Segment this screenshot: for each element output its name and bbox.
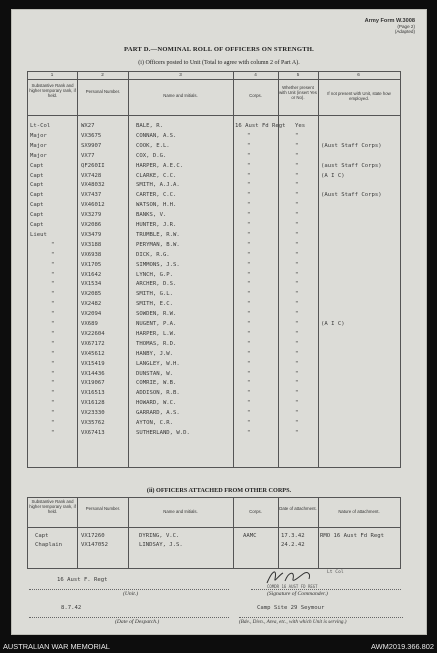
row-number: VX7437 bbox=[81, 192, 102, 199]
form-number: Army Form W.3008 bbox=[364, 18, 415, 24]
row-corps: " bbox=[247, 222, 251, 228]
row-rank: " bbox=[51, 390, 55, 397]
row-present: " bbox=[295, 291, 299, 298]
row-corps: " bbox=[247, 321, 251, 327]
col-num-4: 4 bbox=[254, 72, 257, 77]
row-number: VX19067 bbox=[81, 380, 105, 387]
row-corps: 16 Aust Fd Regt bbox=[235, 123, 286, 129]
row-name: HARPER, L.W. bbox=[136, 330, 177, 337]
row-name: SUTHERLAND, W.D. bbox=[136, 429, 190, 436]
s2-head-date: Date of attachment. bbox=[279, 506, 317, 511]
row-corps: " bbox=[247, 281, 251, 288]
row-name: WATSON, H.H. bbox=[136, 202, 177, 209]
row-present: " bbox=[295, 429, 299, 436]
row-rank: " bbox=[51, 271, 55, 278]
row-name: THOMAS, R.D. bbox=[136, 340, 177, 347]
row-corps: " bbox=[247, 390, 251, 397]
row-corps: " bbox=[247, 410, 251, 417]
row-rank: " bbox=[51, 350, 55, 357]
row-number: VX3479 bbox=[81, 231, 102, 238]
row-present: " bbox=[295, 271, 299, 278]
row-present: " bbox=[295, 251, 299, 258]
row-note: (Aust Staff Corps) bbox=[321, 192, 382, 199]
row-name: CARTER, C.C. bbox=[136, 192, 177, 199]
row-name: HANBY, J.W. bbox=[136, 350, 174, 357]
row-name: CLARKE, C.C. bbox=[136, 172, 177, 179]
row-rank: " bbox=[51, 261, 55, 268]
row-rank: " bbox=[51, 291, 55, 298]
row-rank: " bbox=[51, 311, 55, 318]
row-number: WX27 bbox=[81, 123, 95, 129]
row-name: HOWARD, W.C. bbox=[136, 400, 177, 407]
col-head-present: Whether present with Unit (insert Yes or No). bbox=[279, 85, 317, 100]
row-corps: " bbox=[247, 350, 251, 357]
row-number: VX3188 bbox=[81, 241, 102, 248]
row-number: VX45612 bbox=[81, 350, 105, 357]
unit-label: (Unit.) bbox=[123, 591, 139, 597]
row-present: " bbox=[295, 370, 299, 377]
s2-head-rank: Substantive Rank and higher temporary rank, if held. bbox=[29, 499, 76, 514]
row-name: SMITH, A.J.A. bbox=[136, 182, 180, 189]
row-number: VX67413 bbox=[81, 429, 105, 436]
row-name: SIMMONS, J.S. bbox=[136, 261, 180, 268]
row-name: COX, D.G. bbox=[136, 152, 167, 159]
row-corps: " bbox=[247, 271, 251, 278]
row-rank: " bbox=[51, 321, 55, 327]
row-corps: " bbox=[247, 291, 251, 298]
row-number: VX1642 bbox=[81, 271, 102, 278]
row-corps: " bbox=[247, 330, 251, 337]
s2-head-number: Personal Number. bbox=[85, 506, 121, 511]
row-corps: " bbox=[247, 182, 251, 189]
row-present: " bbox=[295, 311, 299, 318]
row-name: BALE, R. bbox=[136, 123, 163, 129]
row-present: " bbox=[295, 301, 299, 308]
row-corps: " bbox=[247, 429, 251, 436]
row-number: VX2482 bbox=[81, 301, 102, 308]
row-present: " bbox=[295, 231, 299, 238]
row-number: VX22604 bbox=[81, 330, 105, 337]
row-number: VX2086 bbox=[81, 222, 102, 228]
row-rank: Major bbox=[30, 132, 47, 139]
att-number: VX17260 bbox=[81, 533, 105, 539]
row-corps: " bbox=[247, 172, 251, 179]
form-page: (Page 2) bbox=[397, 24, 415, 29]
row-number: VX46012 bbox=[81, 202, 105, 209]
att-number: VX147052 bbox=[81, 542, 108, 548]
row-name: COMRIE, W.B. bbox=[136, 380, 177, 387]
row-corps: " bbox=[247, 360, 251, 367]
row-corps: " bbox=[247, 202, 251, 209]
row-present: " bbox=[295, 261, 299, 268]
row-name: BANKS, V. bbox=[136, 212, 167, 219]
row-note: (Aust Staff Corps) bbox=[321, 142, 382, 149]
form-sheet bbox=[11, 9, 427, 635]
signature-label: (Signature of Commander.) bbox=[267, 591, 328, 597]
col-head-employed: If not present with Unit, state how employed. bbox=[327, 91, 391, 101]
row-corps: " bbox=[247, 142, 251, 149]
row-name: SOWDEN, R.W. bbox=[136, 311, 177, 318]
row-present: " bbox=[295, 222, 299, 228]
row-rank: " bbox=[51, 241, 55, 248]
row-name: NUGENT, P.A. bbox=[136, 321, 177, 327]
row-corps: " bbox=[247, 400, 251, 407]
caption-accession: AWM2019.366.802 bbox=[371, 642, 434, 651]
row-rank: Capt bbox=[30, 162, 44, 169]
row-rank: " bbox=[51, 340, 55, 347]
att-nature: RMO 16 Aust Fd Regt bbox=[320, 533, 384, 539]
att-name: LINDSAY, J.S. bbox=[139, 542, 183, 548]
row-name: TRUMBLE, R.W. bbox=[136, 231, 180, 238]
row-name: LANGLEY, W.H. bbox=[136, 360, 180, 367]
row-corps: " bbox=[247, 420, 251, 426]
col-num-3: 3 bbox=[179, 72, 182, 77]
row-note: (A I C) bbox=[321, 321, 345, 327]
row-number: VX77 bbox=[81, 152, 95, 159]
att-corps: AAMC bbox=[243, 533, 257, 539]
row-corps: " bbox=[247, 301, 251, 308]
row-rank: Capt bbox=[30, 192, 44, 199]
row-present: " bbox=[295, 420, 299, 426]
row-rank: " bbox=[51, 251, 55, 258]
row-rank: " bbox=[51, 370, 55, 377]
row-present: " bbox=[295, 162, 299, 169]
row-rank: Major bbox=[30, 142, 47, 149]
row-present: " bbox=[295, 330, 299, 337]
row-present: " bbox=[295, 410, 299, 417]
row-present: " bbox=[295, 281, 299, 288]
row-rank: Capt bbox=[30, 222, 44, 228]
att-rank: Capt bbox=[35, 533, 49, 539]
place-value: Camp Site 29 Seymour bbox=[257, 605, 325, 611]
row-rank: " bbox=[51, 410, 55, 417]
row-corps: " bbox=[247, 212, 251, 219]
row-number: VX3279 bbox=[81, 212, 102, 219]
row-present: " bbox=[295, 241, 299, 248]
row-corps: " bbox=[247, 251, 251, 258]
row-rank: Capt bbox=[30, 182, 44, 189]
row-rank: Capt bbox=[30, 202, 44, 209]
row-present: " bbox=[295, 212, 299, 219]
row-number: VX1705 bbox=[81, 261, 102, 268]
row-number: VX16513 bbox=[81, 390, 105, 397]
row-number: VX14436 bbox=[81, 370, 105, 377]
row-name: SMITH, G.L. bbox=[136, 291, 174, 298]
row-corps: " bbox=[247, 192, 251, 199]
row-number: VX15419 bbox=[81, 360, 105, 367]
unit-value: 16 Aust F. Regt bbox=[57, 577, 108, 583]
row-corps: " bbox=[247, 162, 251, 169]
row-present: " bbox=[295, 400, 299, 407]
row-note: (aust Staff Corps) bbox=[321, 162, 382, 169]
section1-title: (i) Officers posted to Unit (Total to agree with column 2 of Part A). bbox=[138, 60, 300, 66]
row-name: SMITH, E.C. bbox=[136, 301, 174, 308]
row-corps: " bbox=[247, 261, 251, 268]
row-rank: " bbox=[51, 420, 55, 426]
row-name: COOK, E.L. bbox=[136, 142, 170, 149]
form-number-block bbox=[365, 18, 415, 34]
row-present: " bbox=[295, 321, 299, 327]
row-rank: " bbox=[51, 380, 55, 387]
col-num-5: 5 bbox=[296, 72, 300, 77]
row-number: SX9907 bbox=[81, 142, 102, 149]
row-rank: Major bbox=[30, 152, 47, 159]
col-num-1: 1 bbox=[50, 72, 54, 77]
att-date: 24.2.42 bbox=[281, 542, 305, 548]
signature-sub: COMDR 16 AUST FD REGT bbox=[267, 584, 318, 589]
col-head-rank: Substantive Rank and higher temporary rank, if held. bbox=[29, 83, 76, 98]
signature-stamp: Lt Col bbox=[327, 570, 344, 575]
row-corps: " bbox=[247, 231, 251, 238]
row-rank: " bbox=[51, 400, 55, 407]
att-rank: Chaplain bbox=[35, 542, 62, 548]
row-corps: " bbox=[247, 241, 251, 248]
part-title: PART D.—NOMINAL ROLL OF OFFICERS ON STRENGTH. bbox=[124, 46, 314, 53]
row-number: QF260II bbox=[81, 162, 105, 169]
row-name: DICK, R.G. bbox=[136, 251, 170, 258]
row-present: " bbox=[295, 182, 299, 189]
row-number: VX2085 bbox=[81, 291, 102, 298]
row-corps: " bbox=[247, 132, 251, 139]
row-name: CONNAN, A.S. bbox=[136, 132, 177, 139]
row-number: VX689 bbox=[81, 321, 98, 327]
row-name: PERYMAN, B.W. bbox=[136, 241, 180, 248]
row-present: " bbox=[295, 202, 299, 209]
despatch-date: 8.7.42 bbox=[61, 605, 82, 611]
row-rank: Lt-Col bbox=[30, 123, 51, 129]
row-note: (A I C) bbox=[321, 172, 345, 179]
row-rank: " bbox=[51, 360, 55, 367]
col-head-name: Name and Initials. bbox=[163, 93, 198, 98]
row-present: " bbox=[295, 132, 299, 139]
row-name: LYNCH, G.P. bbox=[136, 271, 174, 278]
row-rank: " bbox=[51, 330, 55, 337]
row-present: " bbox=[295, 350, 299, 357]
row-name: DUNSTAN, W. bbox=[136, 370, 174, 377]
row-number: VX23330 bbox=[81, 410, 105, 417]
row-number: VX16128 bbox=[81, 400, 105, 407]
form-adapted: (Adapted) bbox=[394, 29, 415, 34]
row-present: " bbox=[295, 360, 299, 367]
s2-head-nature: Nature of attachment. bbox=[338, 509, 380, 514]
despatch-label: (Date of Despatch.) bbox=[115, 619, 160, 625]
row-present: " bbox=[295, 172, 299, 179]
row-number: VX67172 bbox=[81, 340, 105, 347]
att-date: 17.3.42 bbox=[281, 533, 305, 539]
row-corps: " bbox=[247, 152, 251, 159]
row-present: Yes bbox=[295, 123, 306, 129]
s2-head-name: Name and Initials. bbox=[163, 509, 198, 514]
row-rank: Capt bbox=[30, 212, 44, 219]
row-name: ADDISON, R.B. bbox=[136, 390, 180, 397]
place-label: (Bde., Divn., Area, etc., with which Unit is serving.) bbox=[239, 619, 347, 625]
row-number: VX3675 bbox=[81, 132, 102, 139]
row-name: ARCHER, D.S. bbox=[136, 281, 177, 288]
caption-institution: AUSTRALIAN WAR MEMORIAL bbox=[3, 642, 110, 651]
row-rank: " bbox=[51, 429, 55, 436]
row-present: " bbox=[295, 192, 299, 199]
row-number: VX1534 bbox=[81, 281, 102, 288]
row-rank: Capt bbox=[30, 172, 44, 179]
row-name: AYTON, C.R. bbox=[136, 420, 174, 426]
row-number: VX2094 bbox=[81, 311, 102, 318]
row-name: HUNTER, J.R. bbox=[136, 222, 177, 228]
row-present: " bbox=[295, 380, 299, 387]
row-number: VX48032 bbox=[81, 182, 105, 189]
section2-title: (ii) OFFICERS ATTACHED FROM OTHER CORPS. bbox=[146, 487, 292, 494]
row-corps: " bbox=[247, 340, 251, 347]
row-present: " bbox=[295, 142, 299, 149]
archive-caption bbox=[0, 640, 437, 653]
col-num-6: 6 bbox=[357, 72, 360, 77]
row-number: VX35762 bbox=[81, 420, 105, 426]
row-name: HARPER, A.E.C. bbox=[136, 162, 184, 169]
row-corps: " bbox=[247, 380, 251, 387]
row-rank: " bbox=[51, 281, 55, 288]
row-present: " bbox=[295, 152, 299, 159]
col-head-number: Personal Number. bbox=[85, 89, 121, 94]
att-name: DYRING, V.C. bbox=[139, 533, 180, 539]
row-present: " bbox=[295, 390, 299, 397]
col-head-corps: Corps. bbox=[249, 93, 262, 98]
row-corps: " bbox=[247, 370, 251, 377]
s2-head-corps: Corps. bbox=[249, 509, 262, 514]
row-present: " bbox=[295, 340, 299, 347]
col-num-2: 2 bbox=[101, 72, 104, 77]
row-number: VX6938 bbox=[81, 251, 102, 258]
row-corps: " bbox=[247, 311, 251, 318]
row-number: VX7428 bbox=[81, 172, 102, 179]
row-name: GARRARD, A.S. bbox=[136, 410, 180, 417]
row-rank: Lieut bbox=[30, 231, 47, 238]
row-rank: " bbox=[51, 301, 55, 308]
